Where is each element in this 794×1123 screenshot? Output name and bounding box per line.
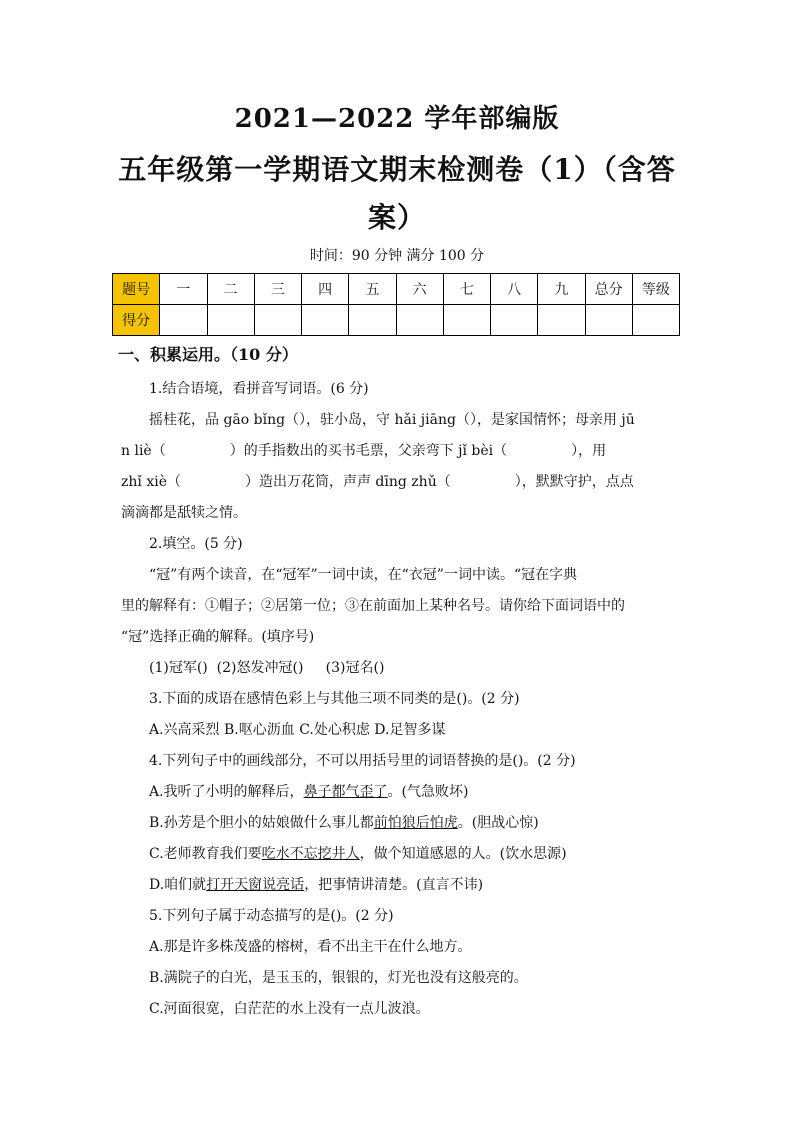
- question-line: 摇桂花，品 gāo bǐng（），驻小岛，守 hǎi jiāng（），是家国情怀；母亲用 jū: [149, 412, 635, 428]
- score-cell[interactable]: [491, 305, 538, 336]
- option-c: C.老师教育我们要吃水不忘挖井人，做个知道感恩的人。(饮水思源): [149, 846, 567, 862]
- underlined-phrase: 打开天窗说亮话: [206, 877, 305, 893]
- score-table-header-cell: 四: [302, 274, 349, 305]
- question-prompt: 1.结合语境，看拼音写词语。(6 分): [149, 381, 369, 397]
- score-table: [112, 273, 680, 336]
- question-prompt: 2.填空。(5 分): [149, 536, 243, 552]
- underlined-phrase: 吃水不忘挖井人: [261, 846, 360, 862]
- time-info: 时间：90 分钟 满分 100 分: [309, 248, 485, 264]
- section-heading: 一、积累运用。（10 分）: [118, 345, 298, 364]
- score-cell[interactable]: [207, 305, 254, 336]
- question-line: (1)冠军() (2)怒发冲冠() (3)冠名(): [149, 660, 385, 676]
- question-body: [121, 374, 677, 1025]
- question-prompt: 4.下列句子中的画线部分，不可以用括号里的词语替换的是()。(2 分): [149, 753, 576, 769]
- score-label-cell: 得分: [113, 305, 160, 336]
- question-prompt: 5.下列句子属于动态描写的是()。(2 分): [149, 908, 394, 924]
- question-prompt: 3.下面的成语在感情色彩上与其他三项不同类的是()。(2 分): [149, 691, 520, 707]
- score-cell[interactable]: [632, 305, 679, 336]
- option-a: A.我听了小明的解释后，鼻子都气歪了。(气急败坏): [149, 784, 469, 800]
- underlined-phrase: 鼻子都气歪了: [303, 784, 388, 800]
- score-table-header-cell: 三: [254, 274, 301, 305]
- title-line-1: 2021—2022 学年部编版: [234, 104, 560, 134]
- option-d: D.咱们就打开天窗说亮话，把事情讲清楚。(直言不讳): [149, 877, 484, 893]
- score-cell[interactable]: [538, 305, 585, 336]
- score-cell[interactable]: [302, 305, 349, 336]
- question-line: n liè（ ）的手指数出的买书毛票，父亲弯下 jǐ bèi（ ），用: [121, 443, 607, 459]
- title-line-2: 五年级第一学期语文期末检测卷（1）（含答案）: [118, 153, 676, 234]
- score-table-header-cell: 七: [443, 274, 490, 305]
- score-cell[interactable]: [585, 305, 632, 336]
- score-table-header-cell: 总分: [585, 274, 632, 305]
- question-options: A.兴高采烈 B.呕心沥血 C.处心积虑 D.足智多谋: [149, 722, 446, 738]
- score-table-header-cell: 题号: [113, 274, 160, 305]
- score-table-score-row: [113, 305, 680, 336]
- option-b: B.孙芳是个胆小的姑娘做什么事儿都前怕狼后怕虎。(胆战心惊): [149, 815, 539, 831]
- score-cell[interactable]: [396, 305, 443, 336]
- underlined-phrase: 前怕狼后怕虎: [373, 815, 458, 831]
- score-cell[interactable]: [254, 305, 301, 336]
- option-a: A.那是许多株茂盛的榕树，看不出主干在什么地方。: [149, 939, 472, 955]
- score-table-header-cell: 六: [396, 274, 443, 305]
- score-table-header-cell: 五: [349, 274, 396, 305]
- question-line: 滴滴都是舐犊之情。: [121, 505, 247, 521]
- question-line: 里的解释有：①帽子；②居第一位；③在前面加上某种名号。请你给下面词语中的: [121, 598, 625, 614]
- option-b: B.满院子的白光，是玉玉的，银银的，灯光也没有这般亮的。: [149, 970, 528, 986]
- score-table-header-cell: 九: [538, 274, 585, 305]
- score-table-header-cell: 二: [207, 274, 254, 305]
- score-cell[interactable]: [443, 305, 490, 336]
- question-line: “冠”选择正确的解释。(填序号): [121, 629, 315, 645]
- score-cell[interactable]: [349, 305, 396, 336]
- score-table-header-row: [113, 274, 680, 305]
- option-c: C.河面很宽，白茫茫的水上没有一点儿波浪。: [149, 1001, 430, 1017]
- question-line: zhǐ xiè（ ）造出万花筒，声声 dīng zhǔ（ ），默默守护，点点: [121, 474, 634, 490]
- score-table-header-cell: 等级: [632, 274, 679, 305]
- score-cell[interactable]: [160, 305, 207, 336]
- question-line: “冠”有两个读音，在“冠军”一词中读，在“衣冠”一词中读。“冠在字典: [149, 567, 578, 583]
- score-table-header-cell: 一: [160, 274, 207, 305]
- score-table-header-cell: 八: [491, 274, 538, 305]
